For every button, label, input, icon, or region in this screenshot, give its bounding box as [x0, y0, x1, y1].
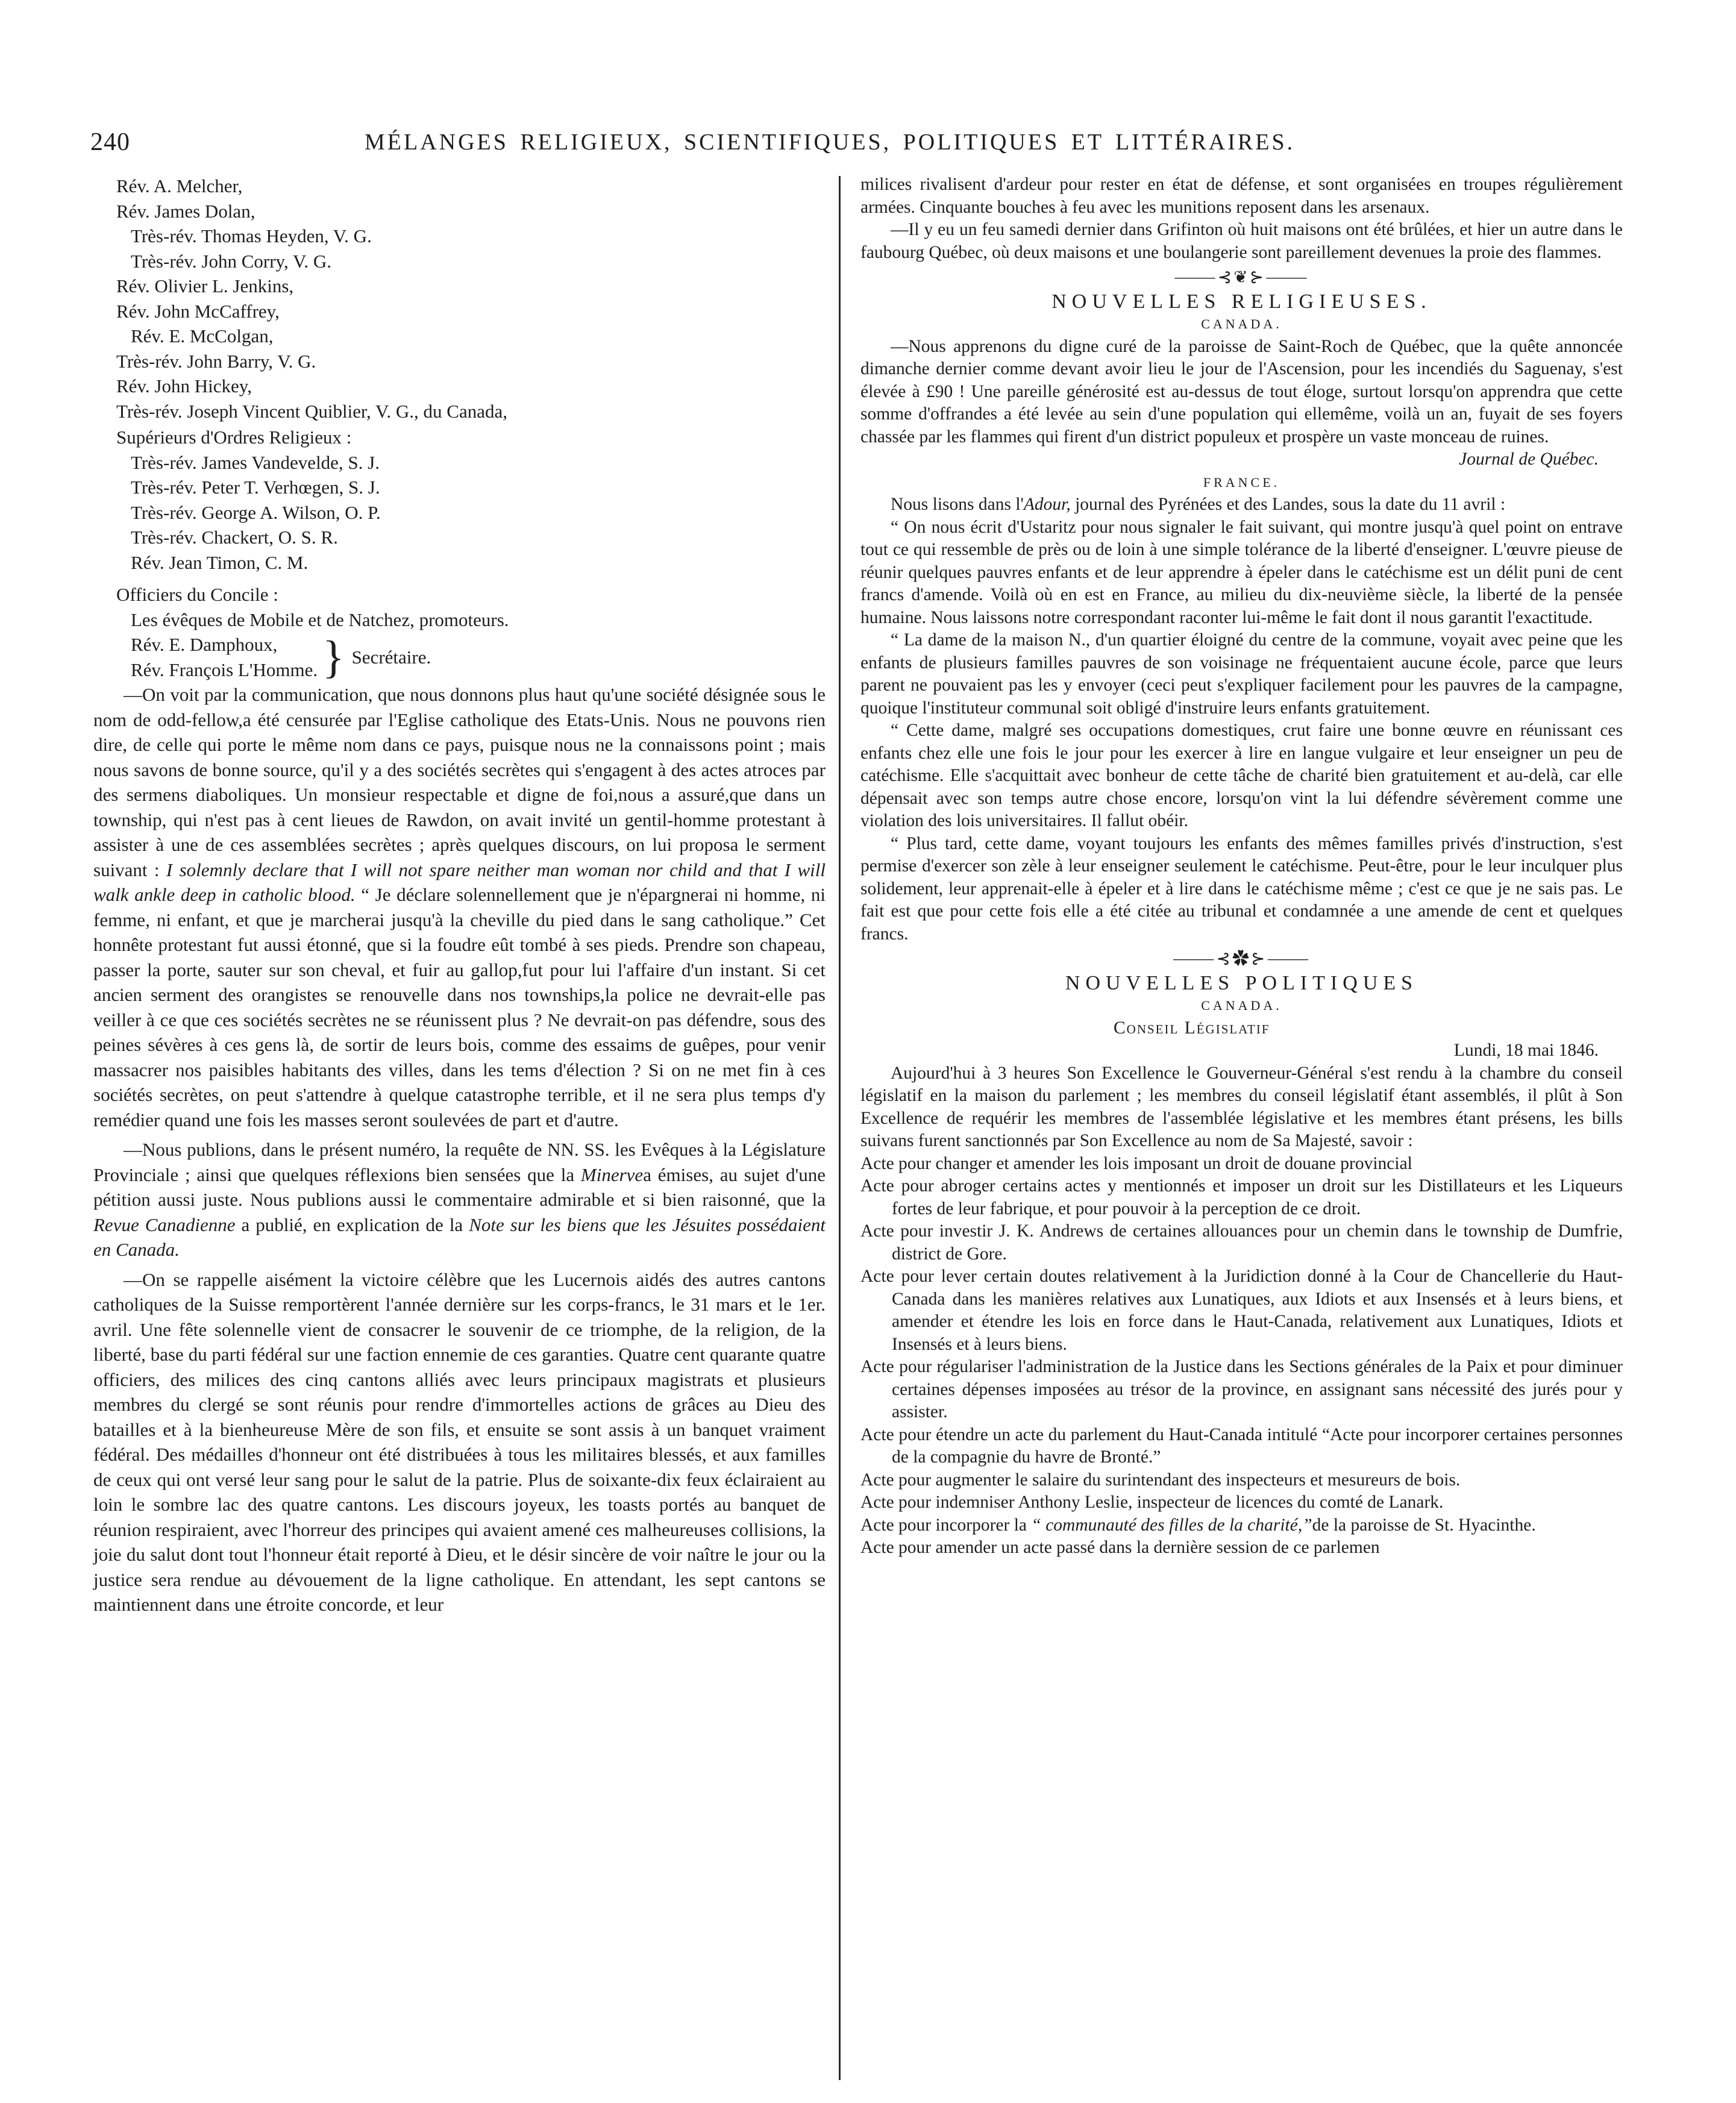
acts-list [860, 1153, 1623, 1559]
act-item: Acte pour investir J. K. Andrews de certaines allouances pour un chemin dans le township de Dumfrie, district de Gore. [860, 1221, 1623, 1264]
act-item: Acte pour augmenter le salaire du surintendant des inspecteurs et mesureurs de bois. [860, 1470, 1461, 1490]
brace-glyph: } [322, 632, 345, 683]
clergy-item: Très-rév. John Barry, V. G. [116, 350, 316, 372]
superior-item: Très-rév. George A. Wilson, O. P. [131, 501, 381, 523]
promoters-line: Les évêques de Mobile et de Natchez, promoteurs. [131, 609, 509, 630]
secretary-name: Rév. E. Damphoux, [131, 634, 278, 655]
subhead-france: FRANCE. [1203, 474, 1280, 490]
act-item: Acte pour amender un acte passé dans la dernière session de ce parlemen [860, 1538, 1380, 1557]
secretary-name: Rév. François L'Homme. [131, 659, 318, 680]
article-ustaritz: “ On nous écrit d'Ustaritz pour nous signaler le fait suivant, qui montre jusqu'à quel point on entrave tout ce qui ressemble de près ou de loin à une simple tolérance de la liberté d'enseigner. L'œuvre pieuse de réunir quelques pauvres enfants et de leur apprendre à épeler dans le catéchisme est un délit puni de cent francs d'amende. Voilà où en est en France, au milieu du dix-neuvième siècle, la liberté de la pensée humaine. Nous laissons notre correspondant raconter lui-même le fait dont il nous garantit l'exactitude. [860, 517, 1623, 627]
article-adour-intro: Nous lisons dans l'Adour, journal des Pyrénées et des Landes, sous la date du 11 avril : [891, 495, 1506, 514]
source-attribution: Journal de Québec. [1459, 450, 1599, 469]
article-sanction-intro: Aujourd'hui à 3 heures Son Excellence le Gouverneur-Général s'est rendu à la chambre du conseil législatif en la maison du parlement ; les membres du conseil législatif étant assemblés, il plût à Son Excellence de requérir les membres de l'assemblée législative et les membres étant présens, les bills suivans furent sanctionnés par Son Excellence au nom de Sa Majesté, savoir : [860, 1063, 1623, 1150]
act-item: Acte pour incorporer la “ communauté des filles de la charité,”de la paroisse de St. Hyacinthe. [860, 1515, 1536, 1535]
act-item: Acte pour abroger certains actes y mentionnés et imposer un droit sur les Distillateurs et les Liqueurs fortes de leur fabrique, et pour pouvoir à la perception de ce droit. [860, 1176, 1623, 1218]
article-lucernois: —On se rappelle aisément la victoire célèbre que les Lucernois aidés des autres cantons catholiques de la Suisse remportèrent l'année dernière sur les corps-francs, le 31 mars et le 1er. avril. Une fête solennelle vient de consacrer le souvenir de ce triomphe, de la religion, de la liberté, base du parti fédéral sur une faction ennemie de ces garanties. Quatre cent quarante quatre officiers, des milices des cinq cantons alliés avec leurs principaux magistrats et plusieurs membres du clergé se sont réunis pour rendre d'immortelles actions de grâces au Dieu des batailles et à la bienheureuse Mère de son fils, et ensuite se sont assis à un banquet vraiment fédéral. Des médailles d'honneur ont été distribuées à tous les militaires blessés, et aux familles de ceux qui ont versé leur sang pour le salut de la patrie. Plus de soixante-dix feux éclairaient au loin le sombre lac des quatre cantons. Les discours joyeux, les toasts portés au banquet de réunion respiraient, avec l'horreur des principes qui avaient amené ces malheureuses collisions, la joie du salut dont tout l'honneur était reporté à Dieu, et le désir sincère de voir naître le jour ou la justice sera rendue au dévouement de la ligne catholique. En attendant, les sept cantons se maintiennent dans une étroite concorde, et leur [93, 1268, 826, 1615]
article-odd-fellows: —On voit par la communication, que nous donnons plus haut qu'une société désignée sous le nom de odd-fellow,a été censurée par l'Eglise catholique des Etats-Unis. Nous ne pouvons rien dire, de celle qui porte le même nom dans ce pays, puisque nous ne la connaissons point ; mais nous savons de bonne source, qu'il y a des sociétés secrètes qui s'engagent à des actes atroces par des sermens diaboliques. Un monsieur respectable et digne de foi,nous a assuré,que dans un township, qui n'est pas à cent lieues de Rawdon, on avait invité un gentil-homme protestant à assister à une de ces assemblées secrètes ; après quelques discours, on lui proposa le serment suivant : I solemnly declare that I will not spare neither man woman nor child and that I will walk ankle deep in catholic blood. “ Je déclare solennellement que je n'épargnerai ni homme, ni femme, ni enfant, et que je marcherai jusqu'à la cheville du pied dans le sang catholique.” Cet honnête protestant fut aussi étonné, que si la foudre eût tombé à ses pieds. Prendre son chapeau, passer la porte, sauter sur son cheval, et fuir au gallop,fut pour lui l'affaire d'un instant. Si cet ancien serment des orangistes se renouvelle dans nos townships,la police ne devrait-elle pas veiller à ce que ces sociétés secrètes ne se réunissent plus ? Ne devrait-on pas défendre, sous des peines sévères à ces gens là, de sortir de leurs bois, comme des essaims de guêpes, pour venir massacrer nos paisibles habitants des villes, dans les tems d'élection ? Si on ne met fin à ces sociétés secrètes, on peut s'attendre à quelque catastrophe terrible, et il ne sera plus temps d'y remédier quand une fois les masses seront soulevées de part et d'autre. [93, 684, 826, 1130]
section-title-political: NOUVELLES POLITIQUES [1065, 971, 1418, 994]
superiors-list [93, 450, 826, 575]
clergy-item: Très-rév. Thomas Heyden, V. G. [131, 225, 372, 246]
article-dame-2: “ Cette dame, malgré ses occupations domestiques, crut faire une bonne œuvre en réunissant ces enfants chez elle une fois le jour pour les exercer à lire en langue vulgaire et leur enseigner un peu de catéchisme. Elle s'acquittait avec bonheur de cette tâche de charité bien gratuitement et au-delà, car elle dépensait avec son temps autre chose encore, lorsqu'on vint la lui défendre sévèrement comme une violation des lois universitaires. Il fallut obéir. [860, 721, 1623, 830]
oath-quote: I solemnly declare that I will not spare neither man woman nor child and that I will walk ankle deep in catholic blood. [93, 859, 826, 905]
left-column [93, 174, 826, 1617]
superior-item: Rév. Jean Timon, C. M. [131, 551, 309, 573]
clergy-item: Rév. John McCaffrey, [116, 300, 280, 322]
superiors-label: Supérieurs d'Ordres Religieux : [116, 427, 352, 448]
subhead-canada: CANADA. [1201, 998, 1282, 1013]
article-saint-roch: —Nous apprenons du digne curé de la paroisse de Saint-Roch de Québec, que la quête annoncée dimanche dernier comme devant avoir lieu le jour de l'Ascension, pour les incendiés du Saguenay, s'est élevée à £90 ! Une pareille générosité est au-dessus de tout éloge, surtout lorsqu'on apprendra que cette somme d'offrandes a été levée au sein d'une population qui ellemême, voilà un an, fuyait de ses foyers chassée par les flammes qui firent d'un district populeux et prospère un vaste monceau de ruines. [860, 336, 1623, 447]
clergy-item: Rév. E. McColgan, [131, 325, 274, 346]
ornament-divider: ⸻⊰❦⊱⸻ [1173, 268, 1310, 287]
clergy-item: Rév. James Dolan, [116, 200, 255, 222]
secretary-label: Secrétaire. [351, 646, 431, 668]
column-divider [839, 176, 841, 2080]
act-item: Acte pour régulariser l'administration de la Justice dans les Sections générales de la Paix et pour diminuer certaines dépenses imposées au trésor de la province, en assignant sans nécessité des jurés pour y assister. [860, 1357, 1623, 1421]
section-title-religious: NOUVELLES RELIGIEUSES. [1051, 290, 1432, 313]
officers-label: Officiers du Concile : [116, 584, 278, 605]
ornament-divider: ⸻⊰✿⊱⸻ [1172, 950, 1311, 968]
clergy-item: Rév. Olivier L. Jenkins, [116, 275, 294, 296]
date-row [860, 1039, 1623, 1062]
act-item: Acte pour indemniser Anthony Leslie, inspecteur de licences du comté de Lanark. [860, 1493, 1444, 1512]
clergy-item: Très-rév. Joseph Vincent Quiblier, V. G., du Canada, [116, 400, 507, 422]
article-continuation: milices rivalisent d'ardeur pour rester en état de défense, et sont organisées en troupes régulièrement armées. Cinquante bouches à feu avec les munitions reposent dans les arsenaux. [860, 175, 1623, 217]
right-column [860, 174, 1623, 1559]
council-row [860, 1017, 1623, 1040]
act-item: Acte pour lever certain doutes relativement à la Juridiction donné à la Cour de Chancellerie du Haut-Canada dans les manières relatives aux Lunatiques, aux Idiots et aux Insensés et à leurs biens, et amender et étendre les lois en force dans le Haut-Canada, relativement aux Lunatiques, Idiots et Insensés et à leurs biens. [860, 1267, 1623, 1354]
running-title: MÉLANGES RELIGIEUX, SCIENTIFIQUES, POLITIQUES ET LITTÉRAIRES. [365, 130, 1296, 155]
clergy-item: Très-rév. John Corry, V. G. [131, 250, 331, 272]
secretaries-block [131, 632, 826, 682]
article-dame-1: “ La dame de la maison N., d'un quartier éloigné du centre de la commune, voyait avec peine que les enfants de plusieurs familles pauvres de son voisinage ne fréquentaient aucune école, parce que leurs parent ne pouvaient pas les y envoyer (ceci peut s'expliquer facilement pour les pauvres de la campagne, quoique l'instituteur communal soit obligé d'instruire leurs enfants gratuitement. [860, 630, 1623, 718]
article-dame-3: “ Plus tard, cette dame, voyant toujours les enfants des mêmes familles privés d'instruction, s'est permise d'exercer son zèle à leur enseigner seulement le catéchisme. Peut-être, pour le leur inculquer plus solidement, leur apprenait-elle à épeler et à lire dans le catéchisme même ; c'est ce que je ne sais pas. Le fait est que pour cette fois elle a été citée au tribunal et condamnée a une amende de cent et quelques francs. [860, 833, 1623, 944]
superior-item: Très-rév. Peter T. Verhœgen, S. J. [131, 477, 380, 498]
article-requete: —Nous publions, dans le présent numéro, la requête de NN. SS. les Evêques à la Législature Provinciale ; ainsi que quelques réflexions bien sensées que la Minervea émises, au sujet d'une pétition aussi juste. Nous publions aussi le commentaire admirable et si bien raisonné, que la Revue Canadienne a publié, en explication de la Note sur les biens que les Jésuites possédaient en Canada. [93, 1139, 826, 1260]
council-heading: Conseil Législatif [1114, 1018, 1270, 1038]
superior-item: Très-rév. James Vandevelde, S. J. [131, 451, 380, 473]
session-date: Lundi, 18 mai 1846. [1453, 1041, 1599, 1060]
act-item: Acte pour étendre un acte du parlement du Haut-Canada intitulé “Acte pour incorporer certaines personnes de la compagnie du havre de Bronté.” [860, 1424, 1623, 1467]
article-fire: —Il y eu un feu samedi dernier dans Grifinton où huit maisons ont été brûlées, et hier un autre dans le faubourg Québec, où deux maisons et une boulangerie sont pareillement devenues la proie des flammes. [860, 220, 1623, 262]
clergy-item: Rév. John Hickey, [116, 375, 252, 396]
clergy-item: Rév. A. Melcher, [116, 175, 243, 196]
clergy-list [93, 174, 826, 424]
page-number: 240 [90, 128, 130, 156]
page-header [90, 128, 1633, 164]
subhead-canada: CANADA. [1201, 316, 1282, 331]
act-item: Acte pour changer et amender les lois imposant un droit de douane provincial [860, 1153, 1412, 1173]
superior-item: Très-rév. Chackert, O. S. R. [131, 527, 338, 548]
